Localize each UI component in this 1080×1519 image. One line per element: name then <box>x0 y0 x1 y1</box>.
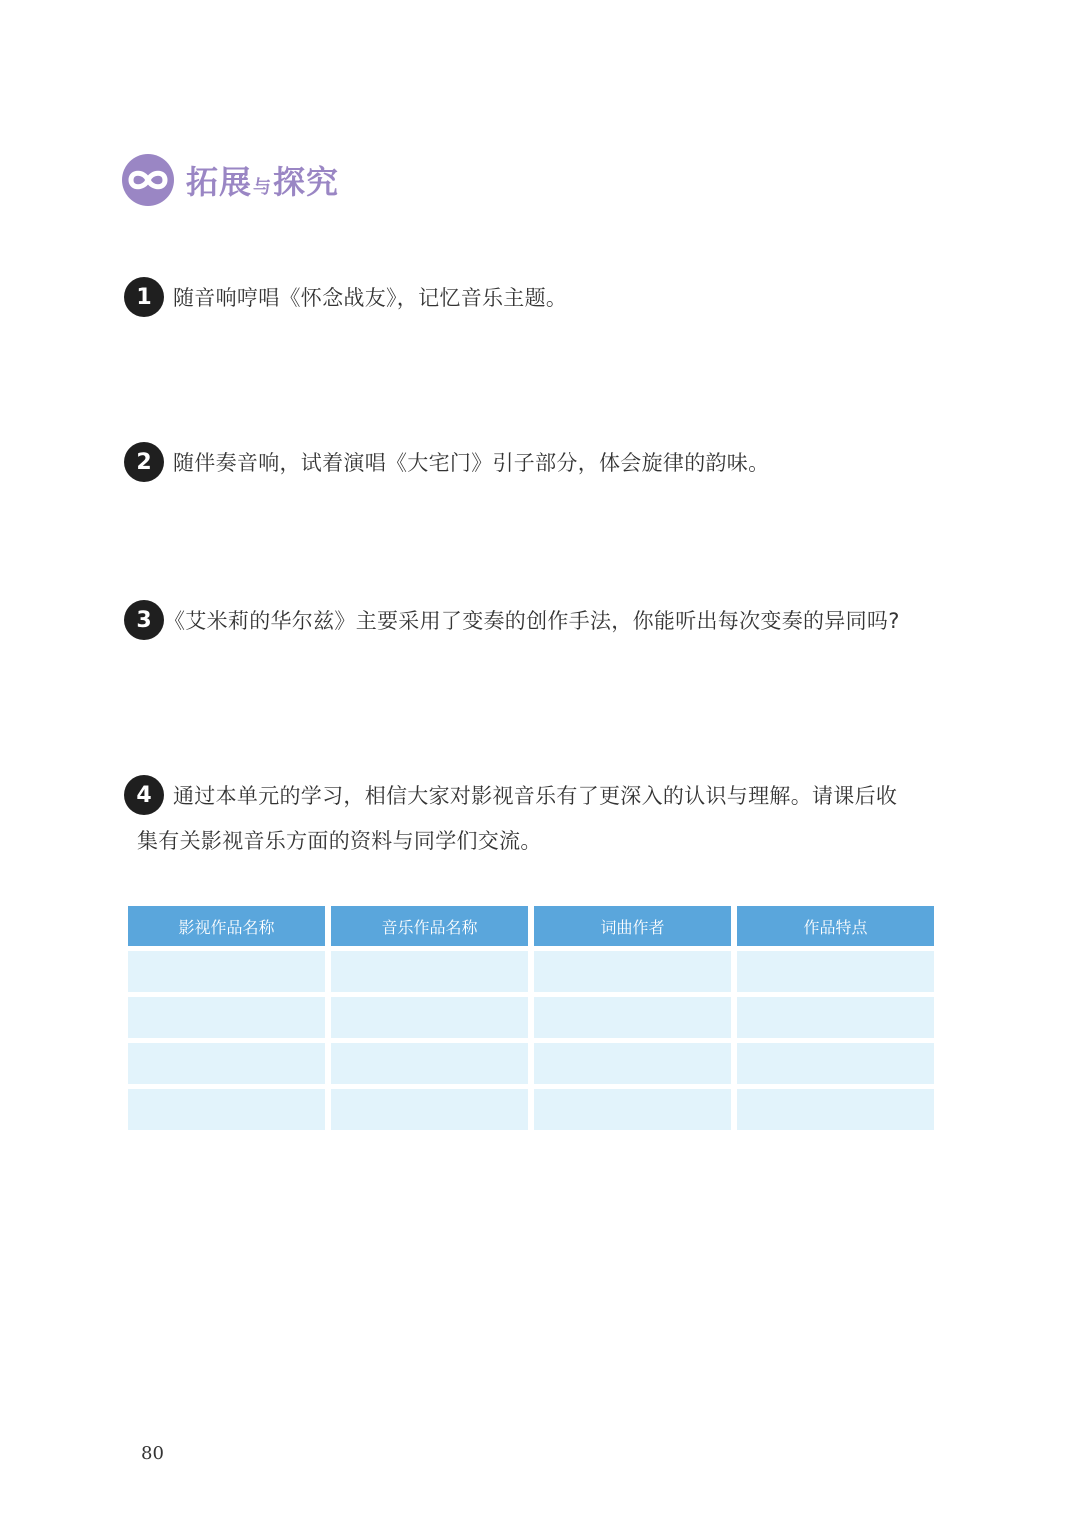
table-header-music-title: 音乐作品名称 <box>331 906 528 946</box>
collection-table <box>128 906 934 1130</box>
table-cell[interactable] <box>128 1043 325 1084</box>
question-number-badge: 2 <box>124 442 164 482</box>
table-cell[interactable] <box>534 951 731 992</box>
section-title-connector: 与 <box>253 177 273 198</box>
table-cell[interactable] <box>128 1089 325 1130</box>
table-header-features: 作品特点 <box>737 906 934 946</box>
question-number-badge: 1 <box>124 277 164 317</box>
table-cell[interactable] <box>737 1089 934 1130</box>
question-text: 《艾米莉的华尔兹》主要采用了变奏的创作手法，你能听出每次变奏的异同吗? <box>164 609 900 633</box>
table-cell[interactable] <box>737 997 934 1038</box>
table-cell[interactable] <box>128 997 325 1038</box>
table-cell[interactable] <box>128 951 325 992</box>
question-2 <box>124 442 944 482</box>
table-header-composer: 词曲作者 <box>534 906 731 946</box>
section-header <box>122 152 339 208</box>
table-cell[interactable] <box>331 1089 528 1130</box>
section-title-part2: 探究 <box>273 163 340 201</box>
table-cell[interactable] <box>331 997 528 1038</box>
table-cell[interactable] <box>331 951 528 992</box>
table-cell[interactable] <box>534 997 731 1038</box>
question-number-badge: 3 <box>124 600 164 640</box>
table-cell[interactable] <box>534 1089 731 1130</box>
page-number: 80 <box>141 1443 164 1464</box>
infinity-logo-icon <box>122 154 174 206</box>
question-text-line2: 集有关影视音乐方面的资料与同学们交流。 <box>137 829 542 853</box>
question-text-line1: 通过本单元的学习，相信大家对影视音乐有了更深入的认识与理解。请课后收 <box>173 784 898 808</box>
question-3 <box>124 600 944 640</box>
question-1 <box>124 277 944 317</box>
section-title-part1: 拓展 <box>186 163 253 201</box>
table-cell[interactable] <box>737 1043 934 1084</box>
section-title <box>186 157 339 203</box>
question-number-badge: 4 <box>124 775 164 815</box>
question-text: 随伴奏音响，试着演唱《大宅门》引子部分，体会旋律的韵味。 <box>173 451 770 475</box>
table-cell[interactable] <box>331 1043 528 1084</box>
table-cell[interactable] <box>737 951 934 992</box>
table-header-film-title: 影视作品名称 <box>128 906 325 946</box>
question-4 <box>124 775 944 855</box>
table-cell[interactable] <box>534 1043 731 1084</box>
question-text: 随音响哼唱《怀念战友》，记忆音乐主题。 <box>173 286 568 310</box>
